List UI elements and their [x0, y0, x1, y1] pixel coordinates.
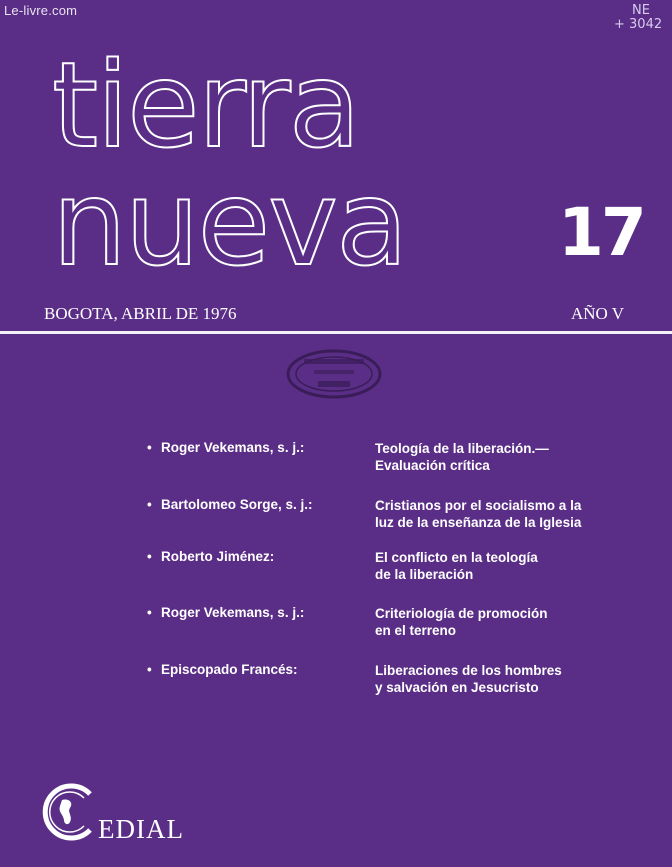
issue-number: 17	[558, 194, 644, 271]
toc-title	[375, 549, 635, 583]
toc-title-line: de la liberación	[375, 567, 474, 582]
toc-author	[147, 549, 367, 564]
publisher-name: EDIAL	[98, 814, 184, 844]
globe-c-icon	[40, 780, 102, 842]
toc-author-text: Bartolomeo Sorge, s. j.:	[161, 497, 313, 512]
toc-author	[147, 662, 367, 677]
toc-title	[375, 440, 635, 474]
publisher-logo	[40, 780, 240, 850]
toc-title-line: El conflicto en la teología	[375, 550, 538, 565]
toc-title	[375, 605, 635, 639]
bullet-icon: •	[147, 440, 152, 455]
volume-year: AÑO V	[571, 304, 625, 323]
toc-author-text: Roger Vekemans, s. j.:	[161, 440, 305, 455]
bullet-icon: •	[147, 605, 152, 620]
toc-title-line: en el terreno	[375, 623, 457, 638]
toc-author-text: Roger Vekemans, s. j.:	[161, 605, 305, 620]
handwritten-note	[610, 4, 672, 32]
bullet-icon: •	[147, 497, 152, 512]
toc-author-text: Roberto Jiménez:	[161, 549, 275, 564]
toc-title	[375, 497, 635, 531]
toc-author	[147, 497, 367, 512]
place-date: BOGOTA, ABRIL DE 1976	[44, 304, 237, 323]
handwritten-note-line-2: + 3042	[614, 17, 663, 32]
toc-title-line: Criteriología de promoción	[375, 606, 548, 621]
toc-title-line: Teología de la liberación.—	[375, 441, 549, 456]
masthead-title-line-2: nueva	[52, 154, 407, 292]
library-stamp-icon	[284, 347, 384, 401]
bullet-icon: •	[147, 662, 152, 677]
bullet-icon: •	[147, 549, 152, 564]
toc-title-line: Liberaciones de los hombres	[375, 663, 562, 678]
divider-rule	[0, 331, 672, 334]
masthead-title-line-1: tierra	[52, 36, 359, 174]
handwritten-note-line-1: NE	[632, 3, 650, 18]
toc-title	[375, 662, 635, 696]
toc-title-line: luz de la enseñanza de la Iglesia	[375, 515, 582, 530]
toc-title-line: Evaluación crítica	[375, 458, 490, 473]
toc-author	[147, 605, 367, 620]
watermark: Le-livre.com	[4, 3, 78, 18]
toc-author	[147, 440, 367, 455]
toc-title-line: y salvación en Jesucristo	[375, 680, 539, 695]
toc-author-text: Episcopado Francés:	[161, 662, 298, 677]
toc-title-line: Cristianos por el socialismo a la	[375, 498, 582, 513]
